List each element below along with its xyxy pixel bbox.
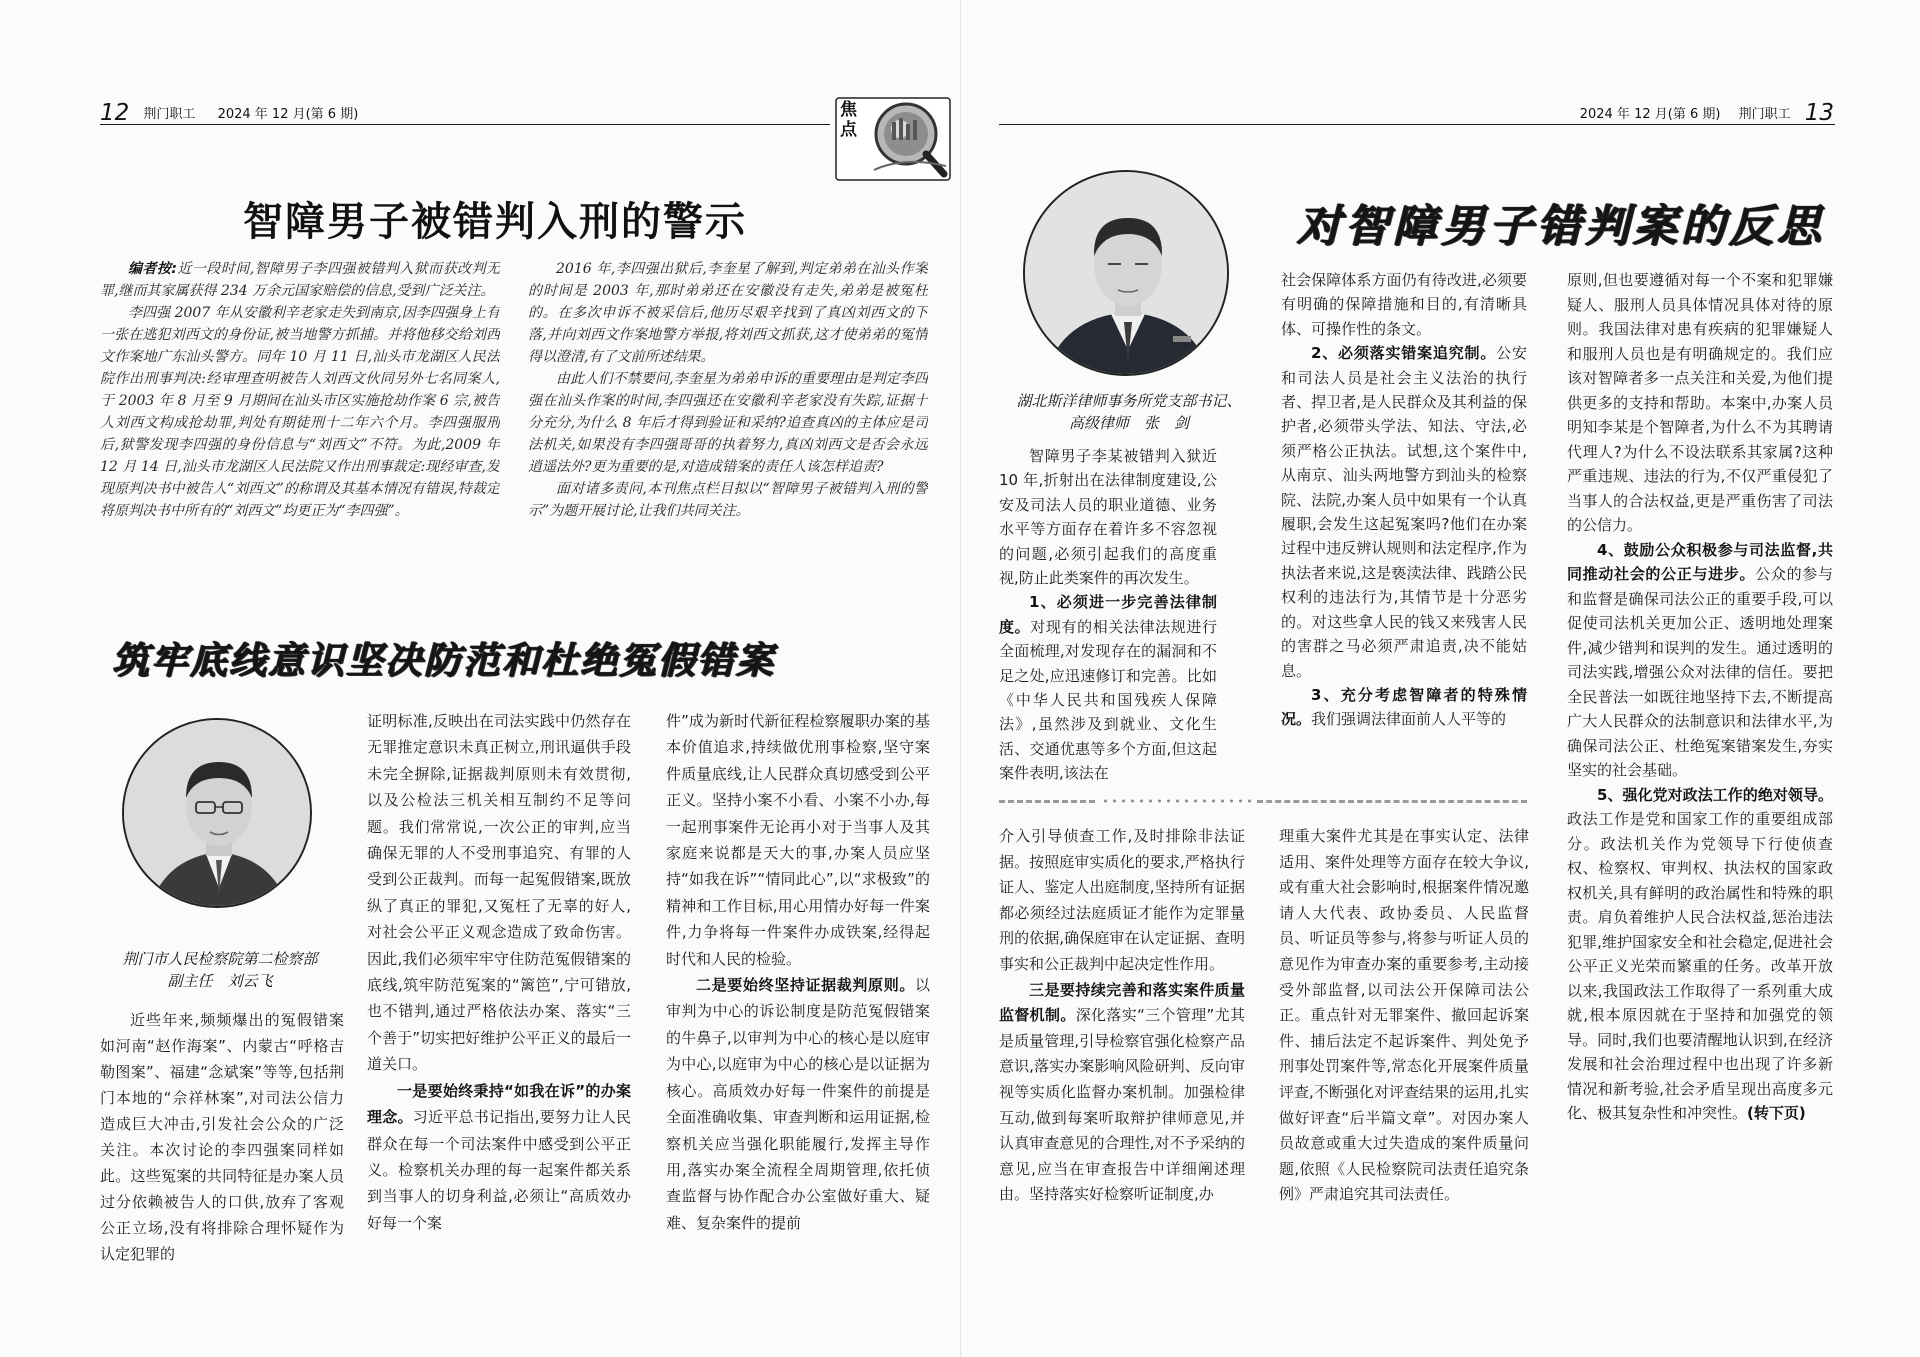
body-paragraph: 理重大案件尤其是在事实认定、法律适用、案件处理等方面存在较大争议,或有重大社会影响时,根据案件情况邀请人大代表、政协委员、人民监督员、听证员等参与,将参与听证人员的意见作为审查办案的重要参考,主动接受外部监督,以司法公开保障司法公正。重点针对无罪案件、撤回起诉案件、捕后法定不起诉案件、判处免予刑事处罚案件等,常态化开展案件质量评查,不断强化对评查结果的运用,扎实做好评查“后半篇文章”。对因办案人员故意或重大过失造成的案件质量问题,依照《人民检察院司法责任追究条例》严肃追究其司法责任。 [1279, 827, 1529, 1204]
body-paragraph [1567, 783, 1833, 1126]
body-paragraph [367, 1078, 631, 1236]
section-divider [1101, 798, 1251, 804]
editor-note-column-2 [528, 258, 928, 594]
body-paragraph [1281, 341, 1527, 683]
body-paragraph [1281, 683, 1527, 732]
right-page [960, 0, 1920, 1357]
point-text: 我们强调法律面前人人平等的 [1311, 710, 1507, 729]
article-column-2 [367, 708, 631, 1268]
person-photo-icon [124, 720, 312, 908]
point-text: 公安和司法人员是社会主义法治的执行者、捍卫者,是人民群众及其利益的保护者,必须带头学法、知法、守法,必须严格公正执法。试想,这个案件中,从南京、汕头两地警方到汕头的检察院、法院,办案人员中如果有一个认真履职,会发生这起冤案吗?他们在办案过程中违反辨认规则和法定程序,作为执法者来说,这是亵渎法律、践踏公民权利的违法行为,其情节是十分恶劣的。对这些拿人民的钱又来残害人民的害群之马必须严肃追责,决不能姑息。 [1281, 344, 1527, 680]
author-caption-line-1: 湖北斯洋律师事务所党支部书记、 [1016, 392, 1242, 410]
editor-note-paragraph: 2016 年,李四强出狱后,李奎星了解到,判定弟弟在汕头作案的时间是 2003 年,那时弟弟还在安徽没有走失,弟弟是被冤枉的。在多次申诉不被采信后,他历尽艰辛找到了真凶刘西文的下落,并向刘西文作案地警方举报,将刘西文抓获,这才使弟弟的冤情得以澄清,有了文前所述结果。 [528, 261, 928, 365]
point-heading: 1、必须进一步完善法律制度。 [999, 593, 1217, 636]
point-text: 习近平总书记指出,要努力让人民群众在每一个司法案件中感受到公平正义。检察机关办理的每一起案件都关系到当事人的切身利益,必须让“高质效办好每一个案 [367, 1108, 631, 1232]
body-paragraph: 原则,但也要遵循对每一个不案和犯罪嫌疑人、服刑人员具体情况具体对待的原则。我国法律对患有疾病的犯罪嫌疑人和服刑人员也是有明确规定的。我们应该对智障者多一点关注和关爱,为他们提供更多的支持和帮助。本案中,办案人员明知李某是个智障者,为什么不为其聘请代理人?为什么不设法联系其家属?这种严重违规、违法的行为,不仅严重侵犯了当事人的合法权益,更是严重伤害了司法的公信力。 [1567, 271, 1833, 534]
editor-note-paragraph: 由此人们不禁要问,李奎星为弟弟申诉的重要理由是判定李四强在汕头作案的时间,李四强还在安徽利辛老家没有失踪,证据十分充分,为什么 8 年后才得到验证和采纳?追查真凶的主体应是司法机关,如果没有李四强哥哥的执着努力,真凶刘西文是否会永远逍遥法外?更为重要的是,对造成错案的责任人该怎样追责? [528, 371, 928, 475]
person-photo-icon [1025, 172, 1229, 376]
author-portrait [1023, 170, 1229, 376]
body-paragraph [999, 978, 1245, 1208]
left-folio [100, 100, 358, 126]
editor-note-column-1 [100, 258, 500, 594]
section-divider [1257, 800, 1527, 803]
page-number: 12 [100, 100, 130, 126]
editor-note-paragraph: 李四强 2007 年从安徽利辛老家走失到南京,因李四强身上有一张在逃犯刘西文的身份证,被当地警方抓捕。并将他移交给刘西文作案地广东汕头警方。同年 10 月 11 日,汕头市龙湖区人民法院作出刑事判决:经审理查明被告人刘西文伙同另外七名同案人,于 2003 年 8 月至 9 月期间在汕头市区实施抢劫作案 6 宗,被告人刘西文构成抢劫罪,判处有期徒刑十二年六个月。李四强服刑后,狱警发现李四强的身份信息与“刘西文”不符。为此,2009 年 12 月 14 日,汕头市龙湖区人民法院又作出刑事裁定:现经审查,发现原判决书中被告人“刘西文”的称谓及其基本情况有错误,特裁定将原判决书中所有的“刘西文”均更正为“李四强”。 [100, 305, 500, 519]
focus-section-badge [834, 96, 952, 182]
page-number: 13 [1804, 100, 1834, 126]
article-column-2 [1281, 268, 1527, 784]
editor-note-paragraph [100, 258, 500, 302]
body-paragraph: 智障男子李某被错判入狱近 10 年,折射出在法律制度建设,公安及司法人员的职业道德、业务水平等方面存在着许多不容忽视的问题,必须引起我们的高度重视,防止此类案件的再次发生。 [999, 447, 1217, 588]
header-rule [999, 124, 1835, 125]
body-paragraph [666, 972, 930, 1236]
body-paragraph: 介入引导侦查工作,及时排除非法证据。按照庭审实质化的要求,严格执行证人、鉴定人出庭制度,坚持所有证据都必须经过法庭质证才能作为定罪量刑的依据,确保庭审在认定证据、查明事实和公正裁判中起决定性作用。 [999, 827, 1245, 973]
point-text: 以审判为中心的诉讼制度是防范冤假错案的牛鼻子,以审判为中心的核心是以庭审为中心,以庭审为中心的核心是以证据为核心。高质效办好每一件案件的前提是全面准确收集、审查判断和运用证据,检察机关应当强化职能履行,发挥主导作用,落实办案全流程全周期管理,依托侦查监督与协作配合办公室做好重大、疑难、复杂案件的提前 [666, 976, 930, 1232]
article-column-1 [100, 1007, 344, 1267]
point-heading: 2、必须落实错案追究制。 [1311, 344, 1497, 363]
continued-note: (转下页) [1747, 1104, 1806, 1122]
body-paragraph: 件”成为新时代新征程检察履职办案的基本价值追求,持续做优刑事检察,坚守案件质量底线,让人民群众真切感受到公平正义。坚持小案不小看、小案不小办,每一起刑事案件无论再小对于当事人及其家庭来说都是天大的事,办案人员应坚持“如我在诉”“情同此心”,以“求极致”的精神和工作目标,用心用情办好每一件案件,力争将每一件案件办成铁案,经得起时代和人民的检验。 [666, 712, 930, 968]
article-column-3 [666, 708, 930, 1268]
point-heading: 3、充分考虑智障者的特殊情况。 [1281, 685, 1527, 729]
point-heading: 三是要持续完善和落实案件质量监督机制。 [999, 980, 1245, 1025]
article-column-3 [1567, 268, 1833, 1236]
author-caption-line-1: 荆门市人民检察院第二检察部 [122, 950, 318, 968]
article-title: 筑牢底线意识坚决防范和杜绝冤假错案 [112, 638, 775, 682]
body-paragraph: 社会保障体系方面仍有待改进,必须要有明确的保障措施和目的,有清晰具体、可操作性的条文。 [1281, 271, 1527, 338]
point-heading: 4、鼓励公众积极参与司法监督,共同推动社会的公正与进步。 [1567, 540, 1833, 583]
point-text: 深化落实“三个管理”尤其是质量管理,引导检察官强化检察产品意识,落实办案影响风险研判、反向审视等实质化监督办案机制。加强检律互动,做到每案听取辩护律师意见,并认真审查意见的合理性,对不予采纳的意见,应当在审查报告中详细阐述理由。坚持落实好检察听证制度,办 [999, 1006, 1245, 1204]
body-paragraph [1567, 538, 1833, 783]
point-text: 政法工作是党和国家工作的重要组成部分。政法机关作为党领导下行使侦查权、检察权、审判权、执法权的国家政权机关,具有鲜明的政治属性和特殊的职责。肩负着维护人民合法权益,惩治违法犯罪,维护国家安全和社会稳定,促进社会公平正义光荣而繁重的任务。改革开放以来,我国政法工作取得了一系列重大成就,根本原因就在于坚持和加强党的领导。同时,我们也要清醒地认识到,在经济发展和社会治理过程中也出现了许多新情况和新考验,社会矛盾呈现出高度多元化、极其复杂性和冲突性。 [1567, 810, 1833, 1122]
continued-column-1 [999, 824, 1245, 1254]
focus-badge-label: 焦点 [840, 100, 857, 140]
editor-note-label: 编者按: [128, 261, 177, 277]
issue-date: 2024 年 12 月(第 6 期) [217, 107, 359, 122]
author-portrait [122, 718, 312, 908]
article-title: 对智障男子错判案的反思 [1297, 201, 1825, 252]
point-text: 公众的参与和监督是确保司法公正的重要手段,可以促使司法机关更加公正、透明地处理案件,减少错判和误判的发生。通过透明的司法实践,增强公众对法律的信任。要把全民普法一如既往地坚持下去,不断提高广大人民群众的法制意识和法律水平,为确保司法公正、杜绝冤案错案发生,夯实坚实的社会基础。 [1567, 565, 1833, 779]
author-caption [999, 390, 1259, 434]
header-rule [100, 124, 830, 125]
issue-date: 2024 年 12 月(第 6 期) [1579, 107, 1721, 122]
author-caption-line-2: 副主任 刘云飞 [167, 972, 273, 990]
point-heading: 二是要始终坚持证据裁判原则。 [696, 976, 915, 995]
editor-note-text: 近一段时间,智障男子李四强被错判入狱而获改判无罪,继而其家属获得 234 万余元国家赔偿的信息,受到广泛关注。 [100, 261, 500, 299]
journal-name: 荆门职工 [143, 107, 196, 122]
page-headline: 智障男子被错判入刑的警示 [243, 199, 747, 245]
author-caption [100, 948, 340, 992]
editor-note-paragraph: 面对诸多责问,本刊焦点栏目拟以“智障男子被错判入刑的警示”为题开展讨论,让我们共同关注。 [528, 481, 928, 519]
continued-column-2 [1279, 824, 1529, 1254]
body-paragraph: 近些年来,频频爆出的冤假错案如河南“赵作海案”、内蒙古“呼格吉勒图案”、福建“念斌案”等等,包括荆门本地的“佘祥林案”,对司法公信力造成巨大冲击,引发社会公众的广泛关注。本次讨论的李四强案同样如此。这些冤案的共同特征是办案人员过分依赖被告人的口供,放弃了客观公正立场,没有将排除合理怀疑作为认定犯罪的 [100, 1011, 344, 1263]
point-heading: 一是要始终秉持“如我在诉”的办案理念。 [367, 1081, 631, 1127]
journal-name: 荆门职工 [1738, 107, 1791, 122]
section-divider [999, 800, 1095, 803]
point-text: 对现有的相关法律法规进行全面梳理,对发现存在的漏洞和不足之处,应迅速修订和完善。比如《中华人民共和国残疾人保障法》,虽然涉及到就业、文化生活、交通优惠等多个方面,但这起案件表明,该法在 [999, 617, 1217, 783]
body-paragraph: 证明标准,反映出在司法实践中仍然存在无罪推定意识未真正树立,刑讯逼供手段未完全摒除,证据裁判原则未有效贯彻,以及公检法三机关相互制约不足等问题。我们常常说,一次公正的审判,应当确保无罪的人不受刑事追究、有罪的人受到公正裁判。而每一起冤假错案,既放纵了真正的罪犯,又冤枉了无辜的好人,对社会公平正义观念造成了致命伤害。因此,我们必须牢牢守住防范冤假错案的底线,筑牢防范冤案的“篱笆”,宁可错放,也不错判,通过严格依法办案、落实“三个善于”切实把好维护公平正义的最后一道关口。 [367, 712, 631, 1074]
author-caption-line-2: 高级律师 张 剑 [1068, 414, 1189, 432]
point-heading: 5、强化党对政法工作的绝对领导。 [1597, 785, 1833, 804]
body-paragraph [999, 590, 1217, 785]
article-column-1 [999, 444, 1217, 786]
right-folio [1580, 100, 1834, 126]
